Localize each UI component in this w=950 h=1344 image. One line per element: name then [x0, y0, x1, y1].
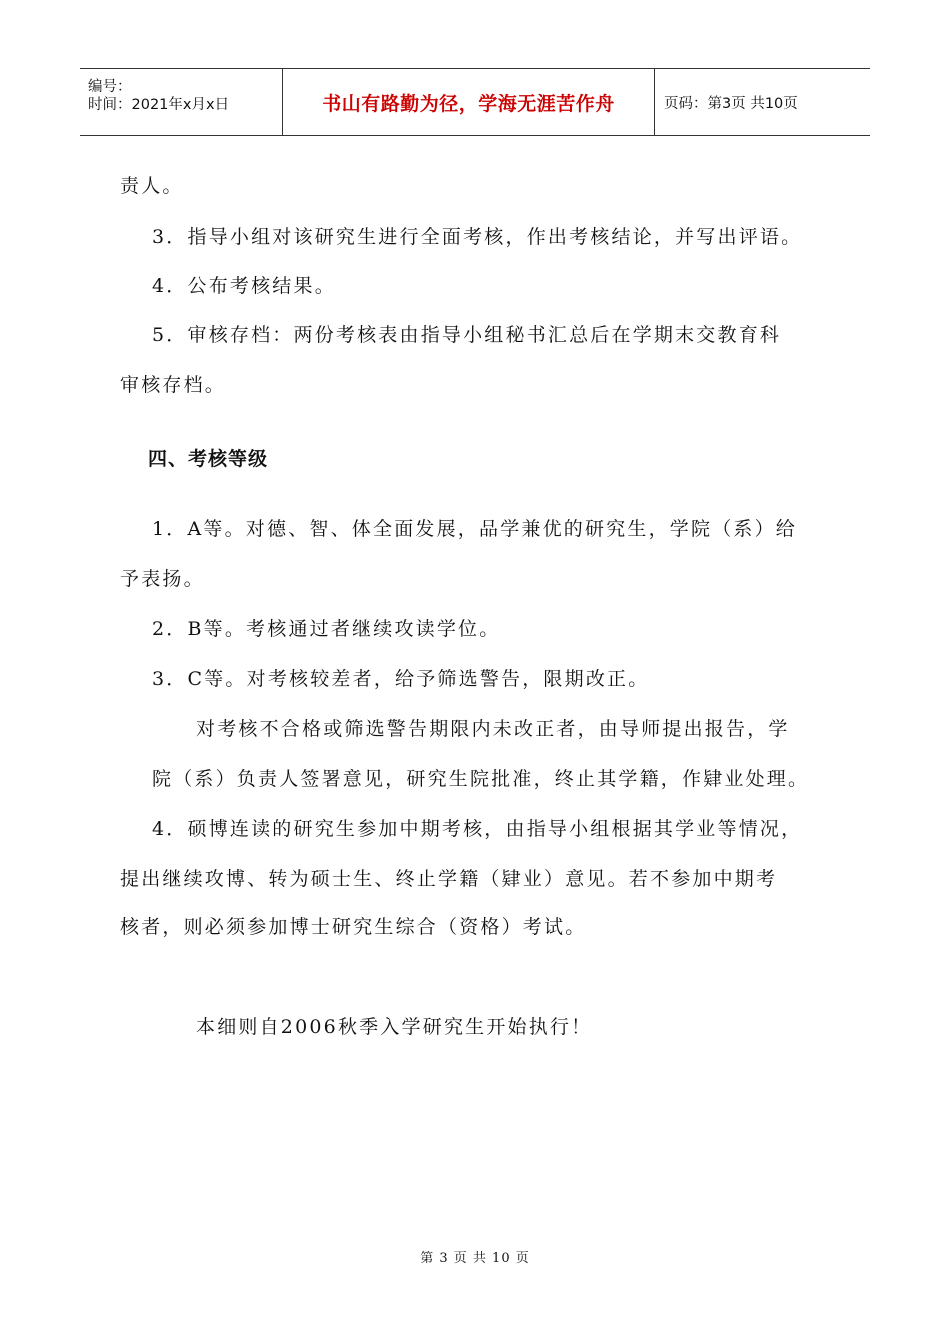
body-line: 4．公布考核结果。 — [152, 275, 336, 297]
body-line: 1．A等。对德、智、体全面发展，品学兼优的研究生，学院（系）给 — [152, 518, 798, 540]
body-line: 5．审核存档：两份考核表由指导小组秘书汇总后在学期末交教育科 — [152, 324, 782, 346]
document-number-label: 编号： — [88, 79, 132, 95]
header-motto: 书山有路勤为径，学海无涯苦作舟 — [322, 92, 615, 115]
header-motto-cell — [283, 69, 655, 135]
body-line: 核者，则必须参加博士研究生综合（资格）考试。 — [120, 916, 587, 938]
body-line: 责人。 — [120, 175, 184, 197]
body-line: 提出继续攻博、转为硕士生、终止学籍（肄业）意见。若不参加中期考 — [120, 868, 778, 890]
body-line: 3．C等。对考核较差者，给予筛选警告，限期改正。 — [152, 668, 650, 690]
body-line: 院（系）负责人签署意见，研究生院批准，终止其学籍，作肄业处理。 — [152, 768, 810, 790]
body-line: 4．硕博连读的研究生参加中期考核，由指导小组根据其学业等情况， — [152, 818, 803, 840]
body-line: 审核存档。 — [120, 374, 227, 396]
page-footer: 第 3 页 共 10 页 — [420, 1251, 530, 1266]
closing-line: 本细则自2006秋季入学研究生开始执行！ — [196, 1016, 593, 1038]
body-line: 3．指导小组对该研究生进行全面考核，作出考核结论，并写出评语。 — [152, 226, 803, 248]
header-meta-cell — [80, 69, 283, 135]
body-line: 2．B等。考核通过者继续攻读学位。 — [152, 618, 501, 640]
body-line: 予表扬。 — [120, 568, 205, 590]
section-heading: 四、考核等级 — [148, 448, 269, 470]
page-header — [80, 68, 870, 136]
header-page-cell — [655, 69, 870, 135]
document-time-label: 时间：2021年x月x日 — [88, 97, 230, 113]
body-line: 对考核不合格或筛选警告期限内未改正者，由导师提出报告，学 — [196, 718, 790, 740]
header-page-label: 页码：第3页 共10页 — [664, 95, 798, 112]
